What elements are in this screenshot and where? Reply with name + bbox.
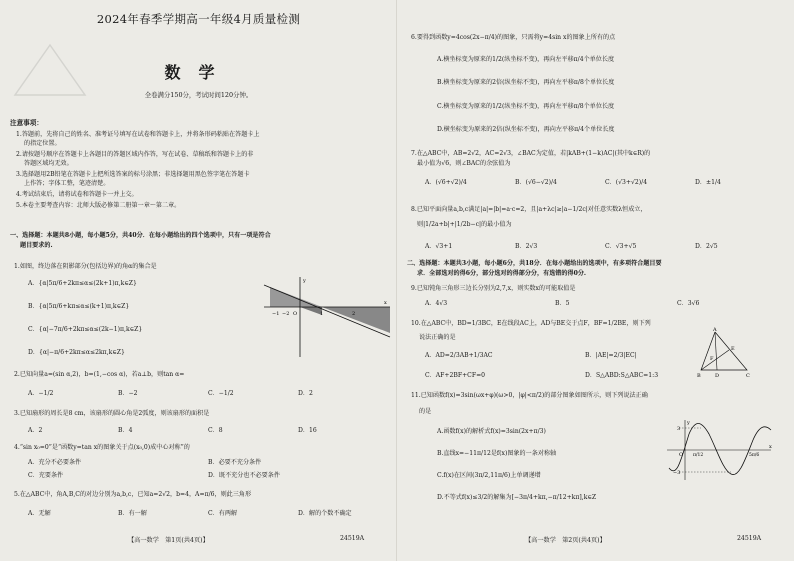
- q10-option-b: B．|AE|=2/3|EC|: [585, 352, 637, 359]
- q7-option-b: B．(√6−√2)/4: [515, 179, 557, 186]
- question-10: 10.在△ABC中，BD=1/3BC，E在线段AC上，AD与BE交于点F，BF=1/2BE，则下列: [411, 320, 651, 327]
- q11-option-b: B.直线x=−11π/12是f(x)图象的一条对称轴: [437, 450, 557, 457]
- q8-option-d: D．2√5: [695, 243, 718, 250]
- svg-text:D: D: [715, 373, 720, 378]
- question-3: 3.已知扇形的周长是8 cm，该扇形的圆心角是2弧度，则该扇形的面积是: [14, 410, 210, 417]
- q7-option-d: D．±1/4: [695, 179, 721, 186]
- q7-option-a: A．(√6+√2)/4: [425, 179, 467, 186]
- q2-option-d: D．2: [298, 390, 313, 397]
- svg-text:−3: −3: [673, 470, 681, 476]
- q11-figure: [665, 418, 775, 482]
- note-line: 4.考试结束后，请将试卷和答题卡一并上交。: [16, 191, 138, 198]
- question-4: 4.“sin x₀=0”是“函数y=tan x的图象关于点(x₀,0)成中心对称”的: [14, 444, 190, 451]
- q2-option-a: A．−1/2: [28, 390, 54, 397]
- axis-label: 2: [352, 311, 356, 317]
- q7-option-c: C．(√3+√2)/4: [605, 179, 648, 186]
- q8-option-c: C．√3+√5: [605, 243, 637, 250]
- section-one-heading: 一、选择题：本题共8小题，每小题5分，共40分．在每小题给出的四个选项中，只有一项是符合: [10, 232, 271, 239]
- page-right: [397, 0, 794, 561]
- svg-text:3: 3: [677, 426, 681, 432]
- q5-option-a: A．无解: [28, 510, 51, 517]
- q4-option-d: D．既不充分也不必要条件: [208, 472, 280, 479]
- axis-label: O: [293, 311, 298, 317]
- note-line: 3.选择题用2B铅笔在答题卡上把所选答案的标号涂黑；非选择题用黑色签字笔在答题卡: [16, 171, 250, 178]
- q11-option-a: A.函数f(x)的解析式f(x)=3sin(2x+π/3): [437, 428, 546, 435]
- axis-label: −1: [272, 311, 280, 317]
- exam-subject: 数学: [164, 63, 233, 82]
- note-line: 1.答题前，先将自己的姓名、准考证号填写在试卷和答题卡上，并将条形码粘贴在答题卡上: [16, 131, 260, 138]
- svg-text:E: E: [731, 346, 735, 352]
- axis-label: x: [384, 300, 387, 306]
- exam-info: 全卷满分150分，考试时间120分钟。: [144, 91, 253, 99]
- paper-id: 24519A: [340, 535, 365, 542]
- q1-option-b: B．{α|5π/6+kπ≤α≤(k+1)π,k∈Z}: [28, 303, 130, 310]
- q5-option-d: D．解的个数不确定: [298, 510, 352, 517]
- q6-option-d: D.横坐标变为原来的2倍(纵坐标不变)，再向左平移π/4个单位长度: [437, 126, 615, 133]
- q8-option-b: B．2√3: [515, 243, 538, 250]
- axis-label: 1: [320, 311, 324, 317]
- note-line: 5.本卷主要考查内容：北师大版必修第二册第一章～第二章。: [16, 202, 181, 209]
- question-10-cont: 说法正确的是: [419, 334, 456, 341]
- q9-option-a: A．4√3: [425, 300, 448, 307]
- question-11: 11.已知函数f(x)=3sin(ωx+φ)(ω>0，|φ|<π/2)的部分图象如图所示，则下列说法正确: [411, 392, 648, 399]
- question-7-cont: 最小值为√6，则∠BAC的余弦值为: [417, 160, 511, 167]
- axis-label: y: [303, 278, 306, 284]
- question-6: 6.要得到函数y=4cos(2x−π/4)的图象，只需将y=4sin x的图象上所有的点: [411, 34, 616, 41]
- question-7: 7.在△ABC中，AB=2√2，AC=2√3，∠BAC为定值，若|kAB+(1−k)AC|(其中k∈R)的: [411, 150, 651, 157]
- svg-text:C: C: [746, 373, 750, 378]
- q10-option-a: A．AD=2/3AB+1/3AC: [425, 352, 493, 359]
- q6-option-a: A.横坐标变为原来的1/2(纵坐标不变)，再向左平移π/4个单位长度: [437, 56, 615, 63]
- q2-option-c: C．−1/2: [208, 390, 234, 397]
- q2-option-b: B．−2: [118, 390, 138, 397]
- svg-text:5π/6: 5π/6: [749, 453, 760, 458]
- q3-option-d: D．16: [298, 427, 317, 434]
- question-1: 1.如图，终边落在阴影部分(包括边界)的角α的集合是: [14, 263, 157, 270]
- q10-option-d: D．S△ABD:S△ABC=1:3: [585, 372, 659, 379]
- q11-option-d: D.不等式f(x)≤3/2的解集为[−3π/4+kπ,−π/12+kπ],k∈Z: [437, 494, 597, 501]
- q1-figure: [262, 275, 392, 360]
- q3-option-a: A．2: [28, 427, 43, 434]
- q5-option-c: C．有两解: [208, 510, 238, 517]
- q9-option-c: C．3√6: [677, 300, 700, 307]
- note-line: 的指定位置。: [24, 140, 61, 147]
- note-line: 2.请按题号顺序在答题卡上各题目的答题区域内作答，写在试卷、草稿纸和答题卡上的非: [16, 151, 254, 158]
- notes-title: 注意事项：: [10, 119, 43, 127]
- q10-option-c: C．AF+2BF+CF=0: [425, 372, 486, 379]
- q1-option-c: C．{α|−7π/6+2kπ≤α≤(2k−1)π,k∈Z}: [28, 326, 143, 333]
- q4-option-a: A．充分不必要条件: [28, 459, 82, 466]
- q11-option-c: C.f(x)在区间(3π/2,11π/6)上单调递增: [437, 472, 541, 479]
- question-9: 9.已知钝角三角形三边长分别为2,7,x，则实数x的可能取值是: [411, 285, 576, 292]
- note-line: 上作答；字体工整，笔迹清楚。: [24, 180, 110, 187]
- svg-text:O: O: [679, 452, 684, 458]
- question-8-cont: 则|1/2a+b|+|1/2b−c|的最小值为: [417, 221, 512, 228]
- svg-text:B: B: [697, 373, 701, 378]
- question-11-cont: 的是: [419, 408, 432, 415]
- q1-option-a: A．{α|5π/6+2kπ≤α≤(2k+1)π,k∈Z}: [28, 280, 137, 287]
- exam-title: 2024年春季学期高一年级4月质量检测: [96, 12, 301, 26]
- section-two-heading: 二、选择题：本题共3小题，每小题6分，共18分．在每小题给出的选项中，有多项符合题目要: [407, 260, 662, 267]
- note-line: 答题区域均无效。: [24, 160, 73, 167]
- page-footer: 【高一数学 第1页(共4页)】: [128, 537, 209, 544]
- section-one-heading-cont: 题目要求的.: [20, 242, 53, 249]
- q10-figure: [697, 326, 753, 378]
- svg-text:y: y: [687, 420, 690, 426]
- q9-option-b: B．5: [555, 300, 570, 307]
- q3-option-c: C．8: [208, 427, 223, 434]
- svg-text:A: A: [713, 327, 717, 333]
- svg-text:π/12: π/12: [693, 453, 704, 458]
- axis-label: −2: [282, 311, 290, 317]
- question-5: 5.在△ABC中，角A,B,C的对边分别为a,b,c，已知a=2√2，b=4，A=π/6，则此三角形: [14, 491, 252, 498]
- q5-option-b: B．有一解: [118, 510, 147, 517]
- paper-id: 24519A: [737, 535, 762, 542]
- question-2: 2.已知向量a=(sin α,2)，b=(1,−cos α)，若a⊥b，则tan α=: [14, 371, 185, 378]
- question-8: 8.已知平面向量a,b,c满足|a|=|b|=a·c=2，且|a+λc|≥|a−1/2c|对任意实数λ恒成立，: [411, 206, 647, 213]
- section-two-heading-cont: 求．全部选对的得6分，部分选对的得部分分，有选错的得0分.: [417, 270, 587, 277]
- page-footer: 【高一数学 第2页(共4页)】: [525, 537, 606, 544]
- q4-option-c: C．充要条件: [28, 472, 64, 479]
- svg-text:x: x: [769, 444, 772, 450]
- q8-option-a: A．√3+1: [425, 243, 453, 250]
- q1-option-d: D．{α|−π/6+2kπ≤α≤2kπ,k∈Z}: [28, 349, 125, 356]
- q6-option-b: B.横坐标变为原来的2倍(纵坐标不变)，再向左平移π/8个单位长度: [437, 79, 615, 86]
- q6-option-c: C.横坐标变为原来的1/2(纵坐标不变)，再向左平移π/8个单位长度: [437, 103, 615, 110]
- q4-option-b: B．必要不充分条件: [208, 459, 262, 466]
- q3-option-b: B．4: [118, 427, 133, 434]
- svg-text:F: F: [710, 356, 714, 362]
